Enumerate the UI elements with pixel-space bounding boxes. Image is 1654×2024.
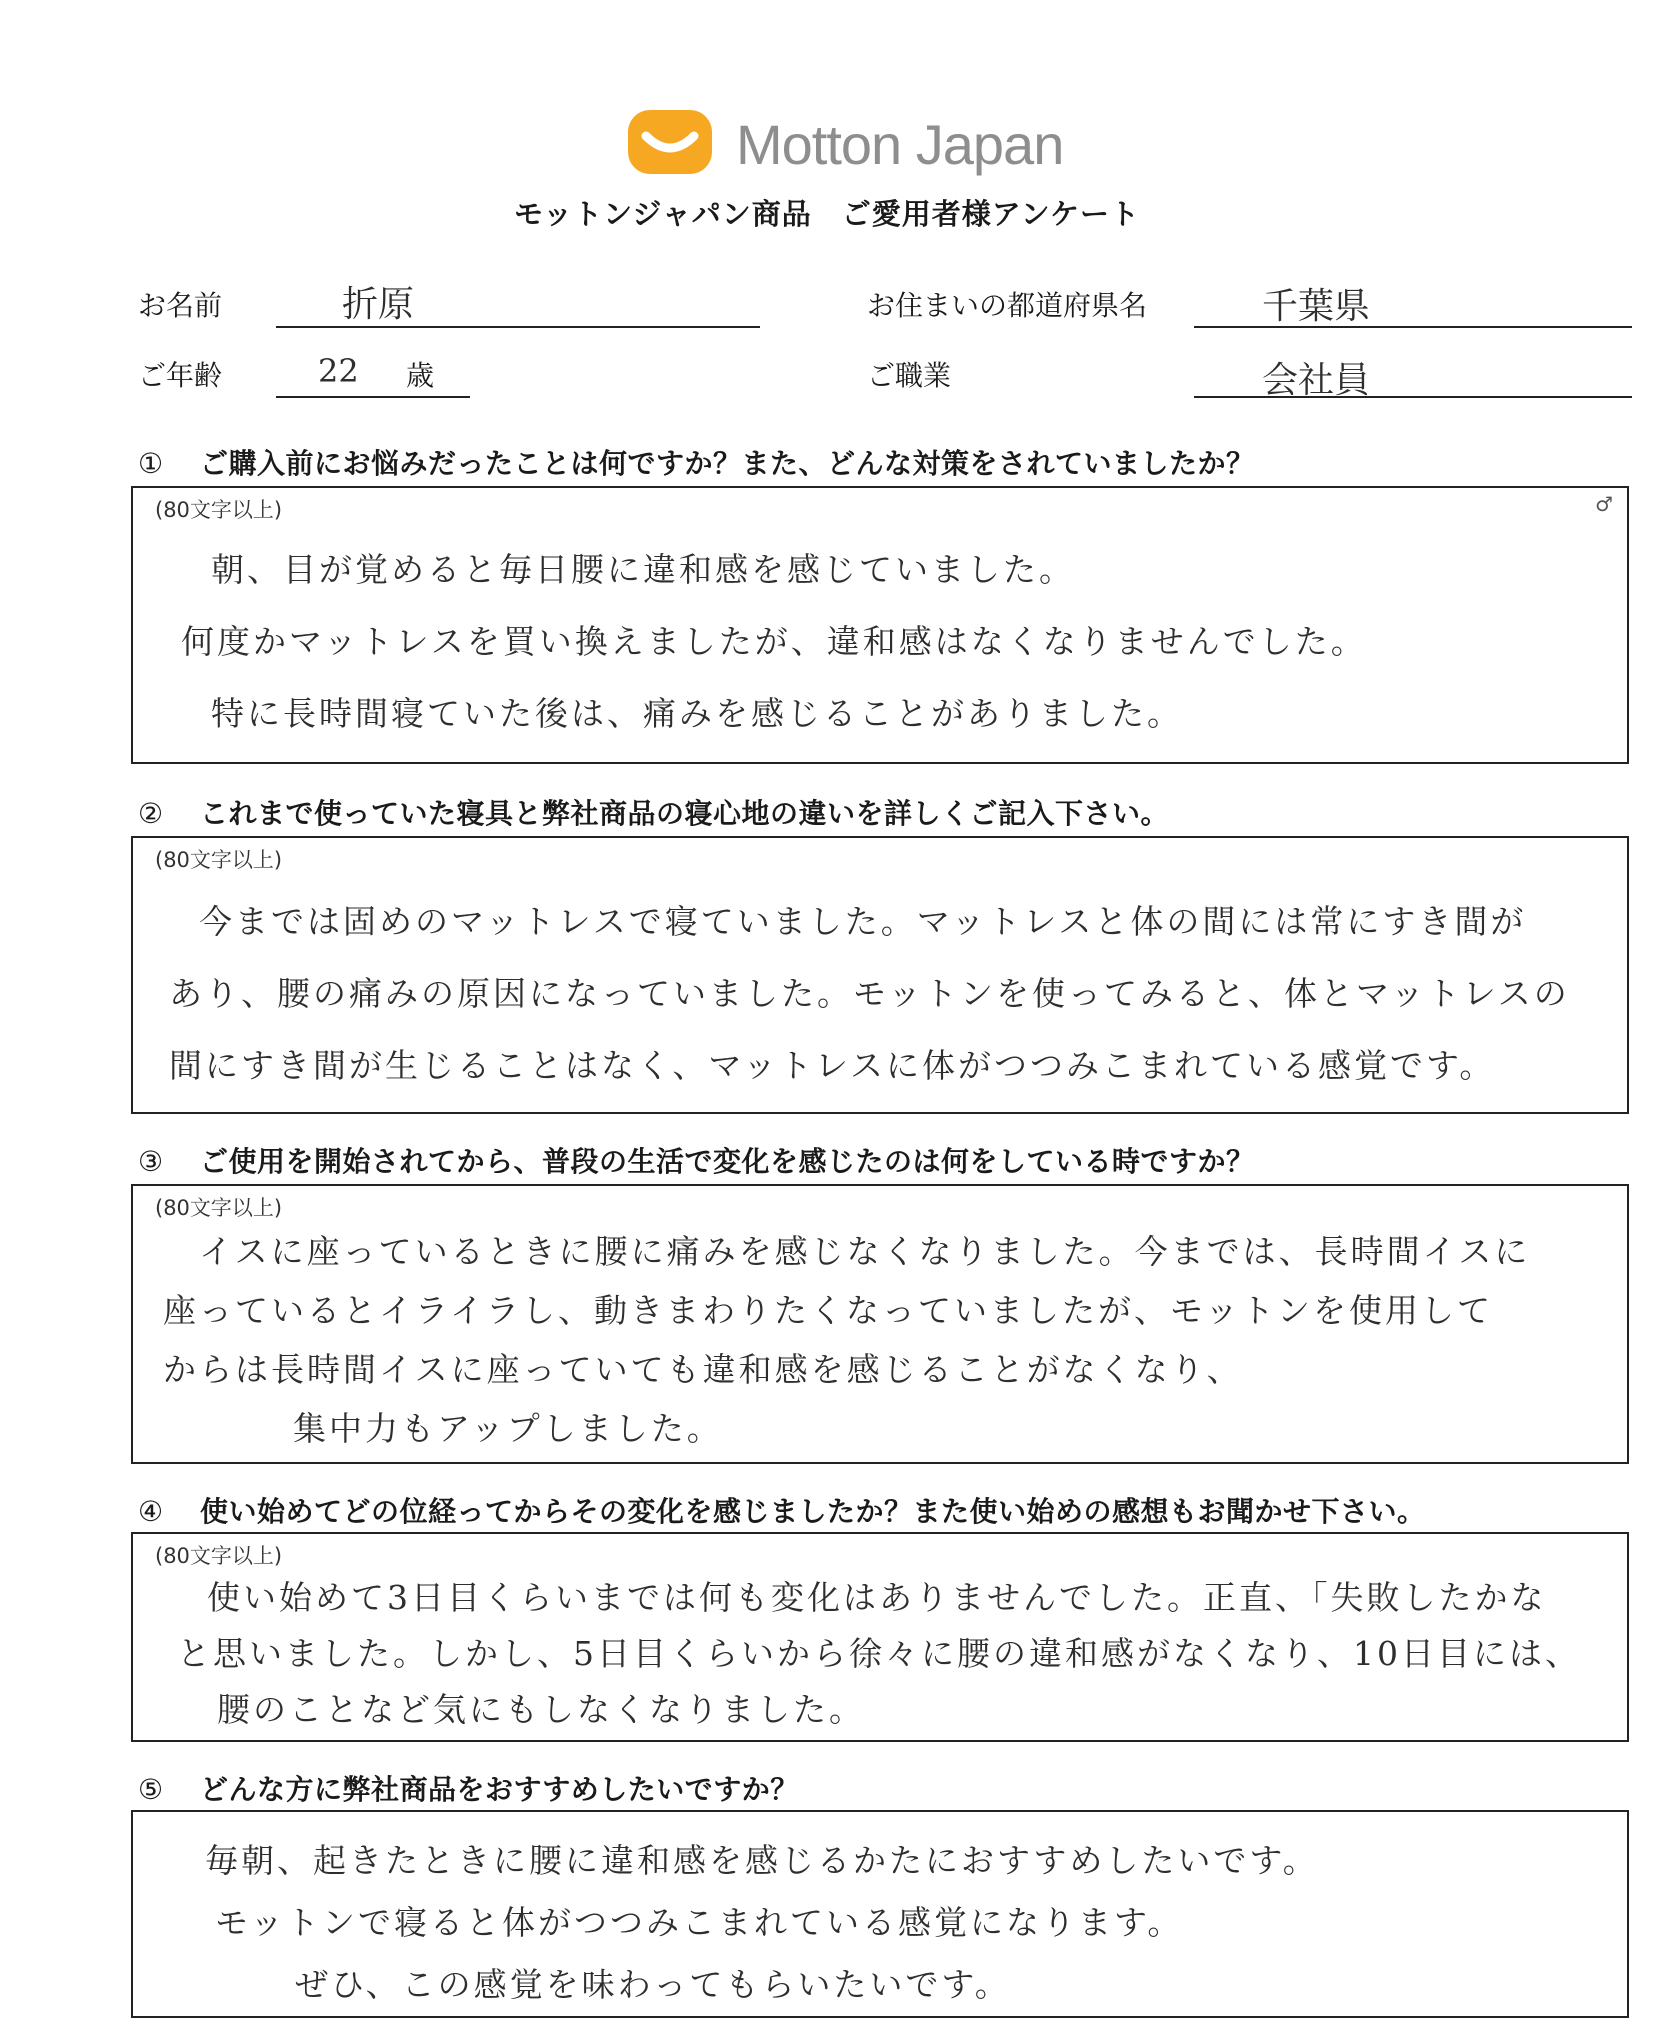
name-value: 折原: [342, 284, 415, 325]
corner-mark: ♂: [1595, 492, 1613, 516]
answer-line: 使い始めて3日目くらいまでは何も変化はありませんでした。正直、「失敗したかな: [207, 1578, 1547, 1617]
answer-box-4: [131, 1532, 1629, 1742]
brand-name: Motton Japan: [736, 113, 1064, 176]
answer-line: イスに座っているときに腰に痛みを感じなくなりました。今までは、長時間イスに: [199, 1232, 1531, 1271]
question-5-title: [138, 1768, 799, 1808]
answer-box-1: [131, 486, 1629, 764]
question-text: ご購入前にお悩みだったことは何ですか？また、どんな対策をされていましたか？: [200, 447, 1255, 480]
answer-line: 朝、目が覚めると毎日腰に違和感を感じていました。: [211, 550, 1075, 589]
answer-text-5: [205, 1830, 1597, 2016]
occupation-value: 会社員: [1262, 360, 1371, 401]
answer-box-5: [131, 1810, 1629, 2018]
survey-title: モットンジャパン商品 ご愛用者様アンケート: [513, 197, 1141, 231]
answer-box-3: [131, 1184, 1629, 1464]
answer-text-1: [181, 534, 1597, 750]
question-number: ⑤: [138, 1773, 164, 1806]
question-number: ①: [138, 447, 164, 480]
min-length-note: (80文字以上): [155, 1544, 283, 1568]
prefecture-label: お住まいの都道府県名: [867, 289, 1148, 322]
question-1-title: [138, 442, 1255, 482]
min-length-note: (80文字以上): [155, 1196, 283, 1220]
smile-logo-icon: [628, 110, 712, 174]
answer-box-2: [131, 836, 1629, 1114]
question-text: どんな方に弊社商品をおすすめしたいですか？: [200, 1773, 799, 1806]
age-underline: [276, 396, 470, 398]
answer-line: 今までは固めのマットレスで寝ていました。マットレスと体の間には常にすき間が: [199, 902, 1527, 941]
occupation-label: ご職業: [867, 359, 952, 392]
question-number: ②: [138, 797, 164, 830]
answer-line: からは長時間イスに座っていても違和感を感じることがなくなり、: [163, 1350, 1243, 1389]
question-number: ④: [138, 1495, 164, 1528]
prefecture-underline: [1194, 326, 1632, 328]
answer-text-3: [163, 1222, 1597, 1458]
answer-line: あり、腰の痛みの原因になっていました。モットンを使ってみると、体とマットレスの: [169, 974, 1570, 1013]
question-3-title: [138, 1140, 1255, 1180]
question-text: これまで使っていた寝具と弊社商品の寝心地の違いを詳しくご記入下さい。: [200, 797, 1170, 830]
age-unit: 歳: [406, 359, 435, 392]
prefecture-value: 千葉県: [1262, 286, 1371, 327]
question-number: ③: [138, 1145, 164, 1178]
min-length-note: (80文字以上): [155, 498, 283, 522]
age-value: 22: [318, 352, 359, 390]
brand-logo: [628, 110, 1088, 180]
answer-line: モットンで寝ると体がつつみこまれている感覚になります。: [215, 1903, 1184, 1942]
answer-line: 腰のことなど気にもしなくなりました。: [217, 1690, 865, 1729]
answer-line: 毎朝、起きたときに腰に違和感を感じるかたにおすすめしたいです。: [205, 1841, 1319, 1880]
answer-line: 集中力もアップしました。: [293, 1409, 723, 1448]
name-underline: [276, 326, 760, 328]
answer-line: と思いました。しかし、5日目くらいから徐々に腰の違和感がなくなり、10日目には、: [177, 1634, 1581, 1673]
age-label: ご年齢: [138, 359, 223, 392]
answer-line: 何度かマットレスを買い換えましたが、違和感はなくなりませんでした。: [181, 622, 1367, 661]
answer-text-2: [169, 886, 1597, 1102]
min-length-note: (80文字以上): [155, 848, 283, 872]
question-text: ご使用を開始されてから、普段の生活で変化を感じたのは何をしている時ですか？: [200, 1145, 1255, 1178]
answer-line: 特に長時間寝ていた後は、痛みを感じることがありました。: [211, 694, 1183, 733]
answer-line: 座っているとイライラし、動きまわりたくなっていましたが、モットンを使用して: [163, 1291, 1494, 1330]
question-text: 使い始めてどの位経ってからその変化を感じましたか？また使い始めの感想もお聞かせ下さい。: [200, 1495, 1426, 1528]
answer-line: ぜひ、この感覚を味わってもらいたいです。: [295, 1965, 1011, 2004]
question-2-title: [138, 792, 1169, 832]
answer-line: 間にすき間が生じることはなく、マットレスに体がつつみこまれている感覚です。: [169, 1046, 1496, 1085]
occupation-underline: [1194, 396, 1632, 398]
question-4-title: [138, 1490, 1426, 1530]
name-label: お名前: [138, 289, 223, 322]
answer-text-4: [177, 1570, 1597, 1738]
